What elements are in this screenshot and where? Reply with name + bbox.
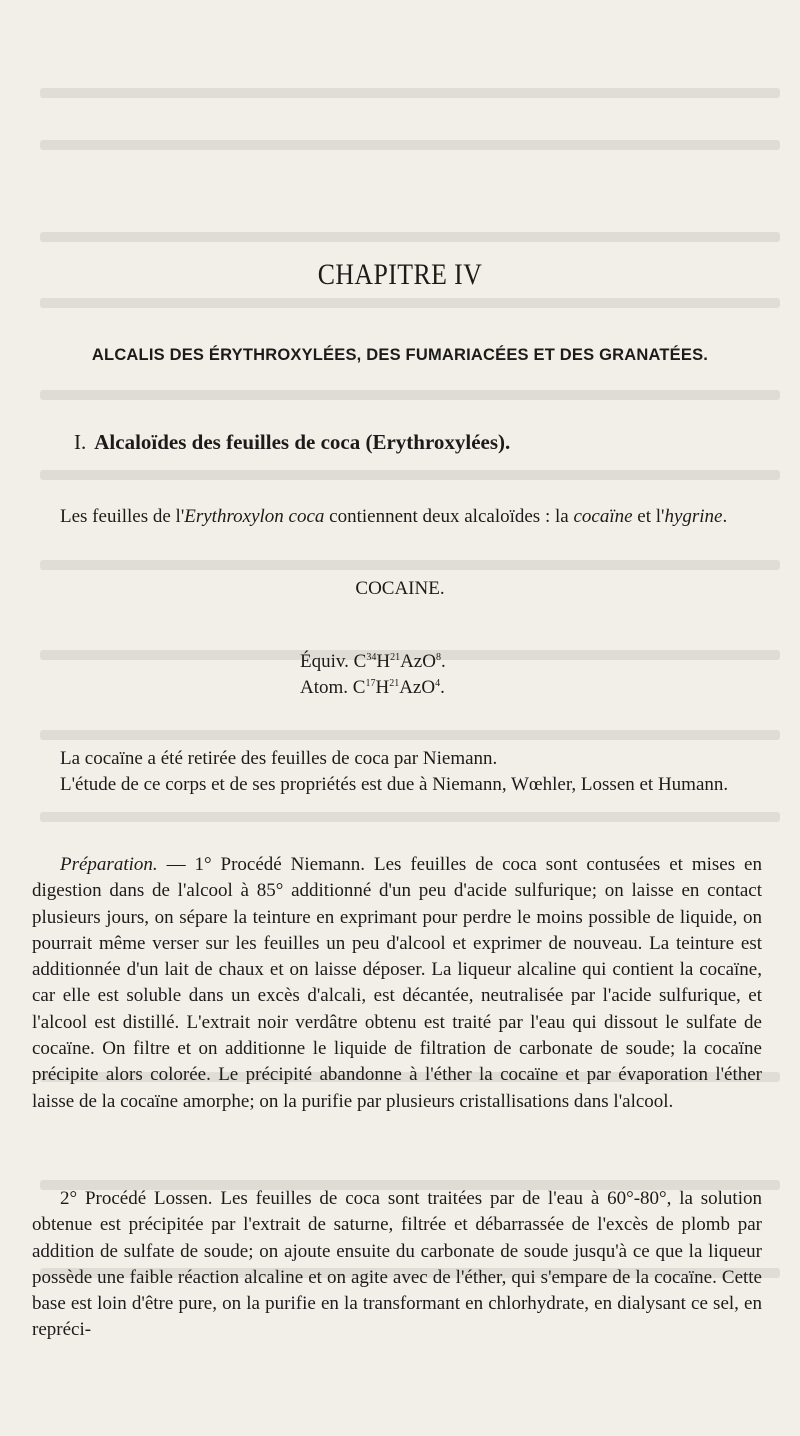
- paragraph-1: La cocaïne a été retirée des feuilles de coca par Niemann.: [60, 748, 498, 769]
- genus-name: Erythroxylon coca: [184, 506, 325, 527]
- preparation-label: Préparation.: [60, 854, 158, 875]
- chapter-subtitle: ALCALIS DES ÉRYTHROXYLÉES, DES FUMARIACÉES ET DES GRANATÉES.: [91, 346, 709, 364]
- intro-paragraph: [32, 504, 762, 530]
- chapter-title: CHAPITRE IV: [317, 258, 483, 291]
- intro-text: .: [722, 506, 728, 527]
- formula-label: Atom.: [300, 677, 349, 698]
- atom-formula: Atom. $C^{17}H^{21}AzO^4$.: [300, 677, 445, 698]
- alkaloid-name: cocaïne: [573, 506, 633, 527]
- alkaloid-name: hygrine: [664, 506, 723, 527]
- intro-text: et l': [632, 506, 665, 527]
- subheading-cocaine: COCAINE.: [355, 578, 445, 599]
- equiv-formula: Équiv. $C^{34}H^{21}AzO^8$.: [300, 651, 446, 672]
- section-number: I.: [74, 430, 87, 454]
- preparation-paragraph: [32, 852, 762, 1115]
- section-heading: [74, 430, 510, 455]
- formula-label: Équiv.: [300, 651, 349, 672]
- intro-text: Les feuilles de l': [60, 506, 185, 527]
- section-title: Alcaloïdes des feuilles de coca (Erythroxylées).: [94, 430, 511, 454]
- intro-text: contiennent deux alcaloïdes : la: [324, 506, 574, 527]
- paragraph-lossen: 2° Procédé Lossen. Les feuilles de coca sont traitées par de l'eau à 60°-80°, la solution obtenue est précipitée par l'extrait de saturne, filtrée et débarrassée de l'excès de plomb par addition de sulfate de soude; on ajoute ensuite du carbonate de soude jusqu'à ce que la liqueur possède une faible réaction alcaline et on agite avec de l'éther, qui s'empare de la cocaïne. Cette base est loin d'être pure, on la purifie en la transformant en chlorhydrate, en dialysant ce sel, en repréci-: [32, 1188, 762, 1341]
- paragraph-2: L'étude de ce corps et de ses propriétés est due à Niemann, Wœhler, Lossen et Humann.: [60, 774, 729, 795]
- preparation-text: — 1° Procédé Niemann. Les feuilles de coca sont contusées et mises en digestion dans de l'alcool à 85° additionné d'un peu d'acide sulfurique; on laisse en contact plusieurs jours, on sépare la teinture en exprimant pour perdre le moins possible de liquide, on pourrait même verser sur les feuilles un peu d'alcool et exprimer de nouveau. La teinture est additionnée d'un lait de chaux et on laisse déposer. La liqueur alcaline qui contient la cocaïne, car elle est soluble dans un excès d'alcali, est décantée, neutralisée par l'acide sulfurique, et l'alcool est distillé. L'extrait noir verdâtre obtenu est traité par l'eau qui dissout le sulfate de cocaïne. On filtre et on additionne le liquide de filtration de carbonate de soude; la cocaïne précipite alors colorée. Le précipité abandonne à l'éther la cocaïne et par évaporation l'éther laisse de la cocaïne amorphe; on la purifie par plusieurs cristallisations dans l'alcool.: [32, 854, 762, 1112]
